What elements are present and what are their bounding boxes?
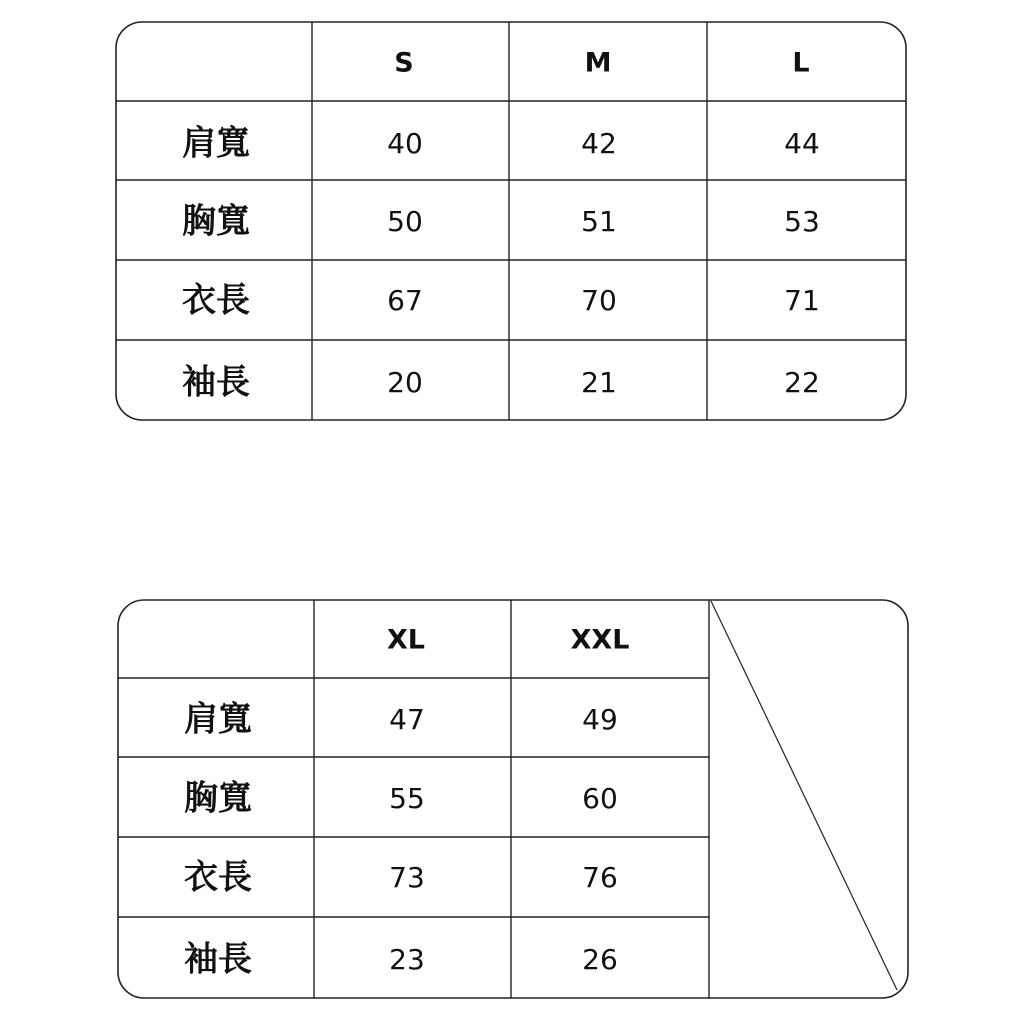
table-2-cell: 76 [582,861,618,894]
table-2-row-label-chest: 胸寬 [184,778,252,819]
table-1-column-header-m: M [584,47,612,79]
table-1-cell: 67 [387,284,423,317]
table-1-row-label-chest: 胸寬 [182,201,250,242]
table-1-cell: 22 [784,366,820,399]
table-2-row-label-sleeve: 袖長 [184,939,252,980]
table-1-cell: 70 [581,284,617,317]
table-2-cell: 55 [389,782,425,815]
table-2-column-header-xl: XL [386,624,426,656]
table-1-cell: 42 [581,127,617,160]
table-1-row-label-length: 衣長 [182,280,250,321]
table-1-cell: 51 [581,205,617,238]
table-2-cell: 73 [389,861,425,894]
table-1-cell: 71 [784,284,820,317]
table-2-cell: 49 [582,703,618,736]
table-2-cell: 60 [582,782,618,815]
table-2-empty-cell-diagonal [711,601,897,990]
table-2-cell: 23 [389,943,425,976]
table-1-cell: 53 [784,205,820,238]
table-2-column-header-xxl: XXL [570,624,630,656]
table-1-cell: 50 [387,205,423,238]
table-2-cell: 47 [389,703,425,736]
table-2-row-label-length: 衣長 [184,857,252,898]
table-1-row-label-shoulder: 肩寬 [182,123,250,164]
table-1-cell: 40 [387,127,423,160]
table-1-cell: 20 [387,366,423,399]
table-1-cell: 21 [581,366,617,399]
table-2-cell: 26 [582,943,618,976]
table-1-cell: 44 [784,127,820,160]
table-1-column-header-l: L [792,47,810,79]
table-1-row-label-sleeve: 袖長 [182,362,250,403]
size-table-1 [116,22,906,420]
table-1-column-header-s: S [394,47,414,79]
table-2-row-label-shoulder: 肩寬 [184,699,252,740]
size-table-2 [118,600,908,998]
